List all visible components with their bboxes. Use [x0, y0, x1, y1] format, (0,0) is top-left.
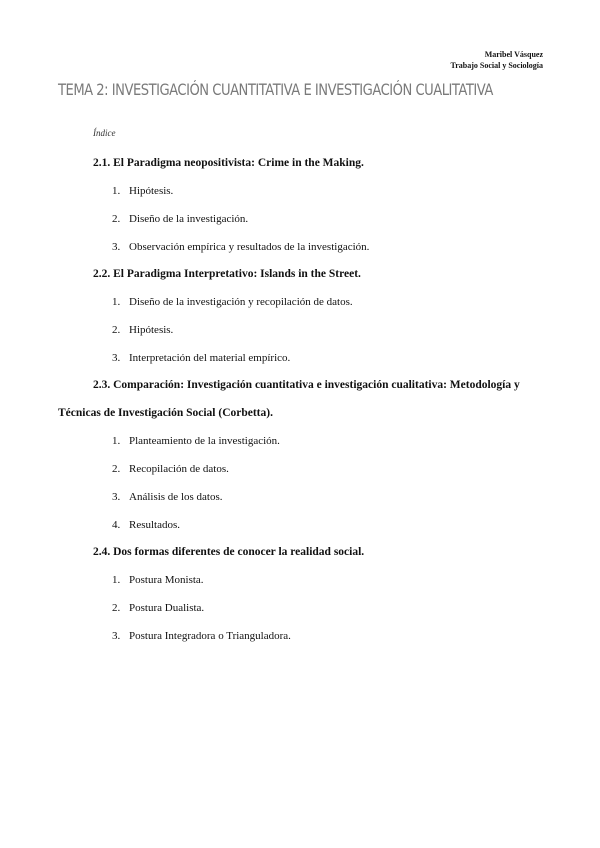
- list-number: 4.: [112, 519, 121, 531]
- list-number: 1.: [112, 435, 121, 447]
- list-text: Planteamiento de la investigación.: [129, 435, 280, 447]
- section-heading-2-2: 2.2. El Paradigma Interpretativo: Islands in the Street.: [93, 268, 361, 280]
- section-heading-2-4: 2.4. Dos formas diferentes de conocer la realidad social.: [93, 546, 365, 558]
- list-item: [112, 491, 223, 503]
- index-label: Índice: [93, 128, 116, 138]
- author-name: Maribel Vásquez: [484, 50, 543, 59]
- list-number: 3.: [112, 352, 121, 364]
- list-text: Postura Monista.: [129, 574, 204, 586]
- list-text: Hipótesis.: [129, 324, 174, 336]
- list-number: 1.: [112, 574, 121, 586]
- section-heading-2-3-line1: 2.3. Comparación: Investigación cuantitativa e investigación cualitativa: Metodología y: [93, 379, 520, 391]
- list-item: [112, 630, 291, 642]
- list-item: [112, 324, 173, 336]
- list-number: 2.: [112, 324, 121, 336]
- author-subtitle: Trabajo Social y Sociología: [450, 61, 543, 70]
- list-item: [112, 213, 248, 225]
- list-number: 2.: [112, 602, 121, 614]
- list-item: [112, 574, 204, 586]
- list-item: [112, 296, 353, 308]
- list-item: [112, 241, 369, 253]
- list-item: [112, 602, 204, 614]
- list-number: 1.: [112, 296, 121, 308]
- list-number: 2.: [112, 463, 121, 475]
- list-text: Diseño de la investigación.: [129, 213, 249, 225]
- list-text: Resultados.: [129, 519, 181, 531]
- list-number: 3.: [112, 491, 121, 503]
- list-text: Diseño de la investigación y recopilación de datos.: [129, 296, 353, 308]
- list-text: Recopilación de datos.: [129, 463, 229, 475]
- section-heading-2-3-line2: Técnicas de Investigación Social (Corbetta).: [58, 407, 273, 419]
- list-number: 2.: [112, 213, 121, 225]
- list-item: [112, 185, 173, 197]
- list-item: [112, 435, 280, 447]
- list-text: Postura Integradora o Trianguladora.: [129, 630, 291, 642]
- list-item: [112, 352, 290, 364]
- list-number: 3.: [112, 630, 121, 642]
- list-text: Análisis de los datos.: [129, 491, 223, 503]
- list-text: Hipótesis.: [129, 185, 174, 197]
- list-text: Postura Dualista.: [129, 602, 205, 614]
- list-number: 1.: [112, 185, 121, 197]
- page-header: [450, 49, 543, 71]
- list-text: Observación empírica y resultados de la investigación.: [129, 241, 370, 253]
- list-number: 3.: [112, 241, 121, 253]
- list-item: [112, 463, 229, 475]
- list-item: [112, 519, 180, 531]
- document-title: TEMA 2: INVESTIGACIÓN CUANTITATIVA E INVESTIGACIÓN CUALITATIVA: [58, 80, 493, 99]
- list-text: Interpretación del material empírico.: [129, 352, 291, 364]
- section-heading-2-1: 2.1. El Paradigma neopositivista: Crime in the Making.: [93, 157, 364, 169]
